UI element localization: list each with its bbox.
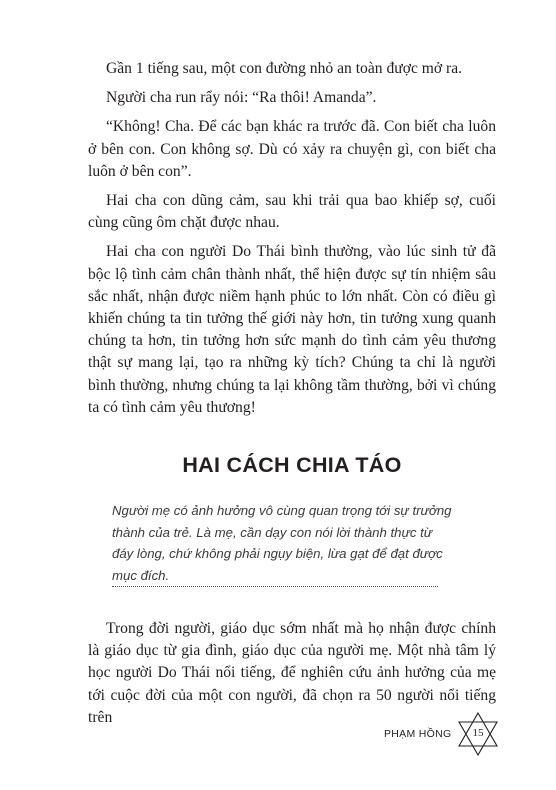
paragraph: “Không! Cha. Để các bạn khác ra trước đã. Con biết cha luôn ở bên con. Con không sợ. Dù có xảy ra chuyện gì, con biết cha luôn ở bên con”. (88, 118, 496, 180)
footer-author: PHẠM HỒNG (384, 728, 452, 740)
dotted-divider (112, 586, 438, 587)
paragraph: Hai cha con người Do Thái bình thường, vào lúc sinh tử đã bộc lộ tình cảm chân thành nhất, thể hiện được sự tín nhiệm sâu sắc nhất, nhận được niềm hạnh phúc to lớn nhất. Còn có điều gì khiến chúng ta tin tưởng thế giới này hơn, tin tưởng xung quanh chúng ta hơn, tin tưởng hơn sức mạnh do tình cảm yêu thương thật sự mang lại, tạo ra những kỳ tích? Chúng ta chỉ là người bình thường, nhưng chúng ta lại không tầm thường, bởi vì chúng ta có tình cảm yêu thương! (88, 243, 496, 416)
star-of-david-icon (455, 711, 501, 757)
section-epigraph: Người mẹ có ảnh hưởng vô cùng quan trọng tới sự trưởng thành của trẻ. Là mẹ, cần dạy con nói lời thành thực từ đáy lòng, chứ không phải ngụy biện, lừa gạt để đạt được mục đích. (112, 503, 452, 583)
paragraph: Người cha run rẩy nói: “Ra thôi! Amanda”. (106, 89, 377, 107)
section-heading: HAI CÁCH CHIA TÁO (182, 453, 402, 477)
section-text-block (88, 618, 496, 736)
top-text-block (88, 58, 496, 426)
paragraph: Hai cha con dũng cảm, sau khi trải qua bao khiếp sợ, cuối cùng cũng ôm chặt được nhau. (88, 192, 496, 232)
paragraph: Gần 1 tiếng sau, một con đường nhỏ an toàn được mở ra. (106, 60, 463, 77)
page-number: 15 (472, 727, 484, 739)
paragraph: Trong đời người, giáo dục sớm nhất mà họ nhận được chính là giáo dục từ gia đình, giáo dục của người mẹ. Một nhà tâm lý học người Do Thái nổi tiếng, để nghiên cứu ảnh hưởng của mẹ tới cuộc đời của một con người, đã chọn ra 50 người nổi tiếng trên (88, 620, 496, 726)
